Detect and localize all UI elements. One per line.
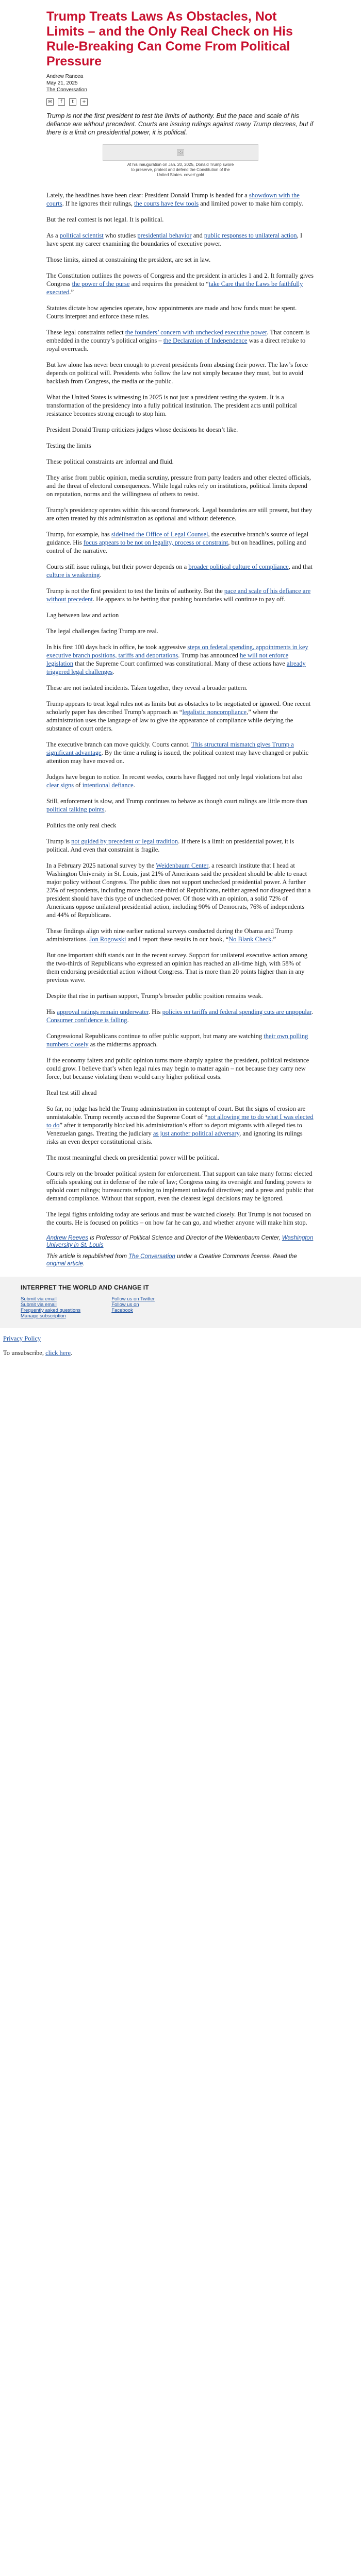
inline-link[interactable]: the founders’ concern with unchecked executive power bbox=[125, 329, 267, 336]
text-run: that the Supreme Court confirmed was constitutional. Many of these actions have bbox=[73, 660, 287, 667]
text-run: and I report these results in our book, “ bbox=[126, 936, 229, 943]
inline-link[interactable]: he will not enforce legislation bbox=[46, 652, 289, 667]
inline-link[interactable]: their own polling numbers closely bbox=[46, 1032, 308, 1048]
article-paragraph bbox=[46, 821, 315, 829]
article-paragraph bbox=[46, 457, 315, 466]
source-link[interactable]: The Conversation bbox=[46, 87, 87, 93]
text-run: of bbox=[74, 782, 83, 789]
author-signature bbox=[46, 1234, 315, 1249]
inline-link[interactable]: Andrew Reeves bbox=[46, 1235, 89, 1241]
inline-link[interactable]: broader political culture of compliance bbox=[188, 563, 289, 570]
text-run: Trump is bbox=[46, 838, 72, 845]
inline-link[interactable]: showdown with the courts bbox=[46, 192, 300, 207]
byline bbox=[46, 73, 315, 93]
text-run: . If he ignores their rulings, bbox=[62, 200, 135, 207]
text-run: ” after it temporarily blocked his administration’s effort to deport migrants with alleged ties to Venezuelan gangs. Treating the judiciary bbox=[46, 1122, 302, 1137]
text-run: Testing the limits bbox=[46, 442, 91, 449]
article-paragraph bbox=[46, 1210, 315, 1227]
article-paragraph bbox=[46, 587, 315, 603]
inline-link[interactable]: intentional defiance bbox=[82, 782, 134, 789]
text-run: under a Creative Commons license. Read the bbox=[175, 1253, 297, 1260]
text-run: But one important shift stands out in the recent survey. Support for unilateral executive action among the two-thirds of Republicans who expressed an opinion has reached an all-time high, with 58% of them endorsing presidential action without Congress. That is more than 20 points higher than in any previous wave. bbox=[46, 952, 308, 984]
text-run: Lag between law and action bbox=[46, 612, 119, 619]
text-run: . He appears to be betting that pushing boundaries will continue to pay off. bbox=[92, 596, 286, 603]
text-run: But the real contest is not legal. It is political. bbox=[46, 216, 164, 223]
inline-link[interactable]: clear signs bbox=[46, 782, 74, 789]
text-run: Trump’s presidency operates within this second framework. Legal boundaries are still present, but they are often treated by this administration as optional and without deference. bbox=[46, 506, 313, 522]
inline-link[interactable]: the courts have few tools bbox=[134, 200, 199, 207]
text-run: His bbox=[46, 1008, 57, 1015]
inline-link[interactable]: sidelined the Office of Legal Counsel bbox=[111, 531, 208, 538]
text-run: Courts rely on the broader political system for enforcement. That support can take many forms: elected officials speaking out in defense of the rule of law; Congress using its oversight and funding powers to uphold court rulings; bureaucrats refusing to implement unlawful directives; and a press and public that demand compliance. Without that support, even the clearest legal decisions may be ignored. bbox=[46, 1170, 314, 1202]
text-run: . bbox=[104, 806, 106, 813]
unsubscribe-suffix: . bbox=[71, 1349, 73, 1357]
inline-link[interactable]: public responses to unilateral action bbox=[204, 232, 297, 239]
text-run: .” bbox=[271, 936, 276, 943]
privacy-policy-link[interactable]: Privacy Policy bbox=[3, 1335, 41, 1342]
article-paragraph bbox=[46, 611, 315, 619]
newsletter-footer bbox=[0, 1277, 361, 1328]
text-run: as the midterms approach. bbox=[88, 1041, 158, 1048]
article-paragraph bbox=[46, 272, 315, 296]
article-paragraph bbox=[46, 328, 315, 353]
text-run: So far, no judge has held the Trump administration in contempt of court. But the signs of erosion are unmistakable. Trump recently accused the Supreme Court of “ bbox=[46, 1105, 306, 1121]
text-run: Those limits, aimed at constraining the president, are set in law. bbox=[46, 256, 211, 263]
inline-link[interactable]: not guided by precedent or legal tradition bbox=[71, 838, 178, 845]
inline-link[interactable]: as just another political adversary bbox=[153, 1130, 240, 1137]
article-paragraph bbox=[46, 837, 315, 854]
photo-caption: At his inauguration on Jan. 20, 2025, Donald Trump swore to preserve, protect and defend the Constitution of the United States. cover/ gold bbox=[127, 162, 234, 177]
article-paragraph bbox=[46, 1105, 315, 1146]
text-run: The legal challenges facing Trump are real. bbox=[46, 628, 158, 635]
footer-title: INTERPRET THE WORLD AND CHANGE IT bbox=[21, 1284, 149, 1291]
text-run: . bbox=[133, 782, 135, 789]
text-run: Still, enforcement is slow, and Trump continues to behave as though court rulings are little more than bbox=[46, 798, 308, 805]
article-paragraph bbox=[46, 304, 315, 320]
footer-link[interactable]: Submit via email bbox=[21, 1296, 57, 1302]
text-run: . If there is a limit on presidential power, it is political. And even that constraint is fragile. bbox=[46, 838, 294, 853]
article-paragraph bbox=[46, 1170, 315, 1202]
unsubscribe-line bbox=[3, 1349, 361, 1357]
inline-link[interactable]: legalistic noncompliance bbox=[182, 708, 247, 716]
text-run: . Trump has announced bbox=[178, 652, 240, 659]
text-run: . bbox=[127, 1016, 129, 1024]
inline-link[interactable]: already triggered legal challenges bbox=[46, 660, 306, 675]
inline-link[interactable]: take Care that the Laws be faithfully executed bbox=[46, 280, 303, 296]
inline-link[interactable]: the Declaration of Independence bbox=[163, 337, 248, 344]
text-run: . That concern is embedded in the country’s political origins – bbox=[46, 329, 310, 344]
text-run: Courts still issue rulings, but their power depends on a bbox=[46, 563, 189, 570]
text-run: ,” where the administration uses the language of law to give the appearance of compliance while defying the substance of court orders. bbox=[46, 708, 293, 732]
text-run: , and ignoring its rulings risks an even deeper constitutional crisis. bbox=[46, 1130, 303, 1145]
text-run: is Professor of Political Science and Director of the Weidenbaum Center, bbox=[88, 1235, 282, 1241]
inline-link[interactable]: Consumer confidence is falling bbox=[46, 1016, 127, 1024]
inline-link[interactable]: presidential behavior bbox=[137, 232, 192, 239]
article-paragraph bbox=[46, 256, 315, 264]
article-paragraph bbox=[46, 506, 315, 522]
footer-col-1 bbox=[21, 1296, 80, 1319]
text-run: , a research institute that I head at Washington University in St. Louis, just 21% of Americans said the president should be able to enact major policy without Congress. The public does not support unchecked presidential power. A further 23% of respondents, including more than one-third of Republicans, neither agreed nor disagreed that a president should have this type of unchecked power. Of those with an opinion, a solid 72% of Americans oppose unilateral presidential action, including 90% of Democrats, 76% of independents and 44% of Republicans. bbox=[46, 862, 311, 919]
article-paragraph bbox=[46, 563, 315, 579]
footer-link[interactable]: Manage subscription bbox=[21, 1313, 66, 1319]
inline-link[interactable]: not allowing me to do what I was elected to do bbox=[46, 1113, 314, 1129]
text-run: They arise from public opinion, media scrutiny, pressure from party leaders and other elected officials, and the threat of electoral consequences. While legal rules rely on institutions, political limits depend on reputation, norms and the willingness of others to resist. bbox=[46, 474, 311, 498]
article-paragraph bbox=[46, 643, 315, 676]
article-paragraph bbox=[46, 951, 315, 984]
inline-link[interactable]: original article bbox=[46, 1261, 83, 1267]
text-run: What the United States is witnessing in 2025 is not just a president testing the system. It is a transformation of the presidency into a fully political institution. The president acts until political resistance becomes strong enough to stop him. bbox=[46, 394, 297, 417]
text-run: These are not isolated incidents. Taken together, they reveal a broader pattern. bbox=[46, 684, 248, 691]
publish-date: May 21, 2025 bbox=[46, 80, 78, 86]
text-run: The legal fights unfolding today are serious and must be watched closely. But Trump is not focused on the courts. He is focused on politics – on how far he can go, and whether anyone will make him stop. bbox=[46, 1211, 311, 1226]
article-paragraph bbox=[46, 361, 315, 385]
inline-link[interactable]: approval ratings remain underwater bbox=[57, 1008, 149, 1015]
article-paragraph bbox=[46, 1154, 315, 1162]
text-run: Trump appears to treat legal rules not as limits but as obstacles to be negotiated or ignored. One recent scholarly paper has described Trump’s approach as “ bbox=[46, 700, 311, 716]
text-run: . bbox=[83, 1261, 85, 1267]
text-run: This article is republished from bbox=[46, 1253, 129, 1260]
text-run: Congressional Republicans continue to offer public support, but many are watching bbox=[46, 1032, 264, 1040]
article-photo bbox=[103, 144, 258, 161]
inline-link[interactable]: political talking points bbox=[46, 806, 105, 813]
article-paragraph bbox=[46, 442, 315, 450]
article-paragraph bbox=[46, 797, 315, 814]
text-run: . bbox=[311, 1008, 314, 1015]
inline-link[interactable]: Jon Rogowski bbox=[89, 936, 126, 943]
text-run: Real test still ahead bbox=[46, 1089, 97, 1096]
text-run: The most meaningful check on presidential power will be political. bbox=[46, 1154, 220, 1161]
footer-col-2 bbox=[111, 1296, 155, 1319]
article-paragraph bbox=[46, 231, 315, 248]
share-icon[interactable]: + bbox=[80, 98, 88, 106]
text-run: The Constitution outlines the powers of Congress and the president in articles 1 and 2. It formally gives Congress bbox=[46, 272, 314, 287]
inline-link[interactable]: No Blank Check bbox=[228, 936, 272, 943]
article-paragraph bbox=[46, 927, 315, 943]
republish-notice bbox=[46, 1253, 315, 1267]
text-run: who studies bbox=[103, 232, 138, 239]
inline-link[interactable]: steps on federal spending, appointments in key executive branch positions, tariffs and deportations bbox=[46, 643, 308, 659]
footer-link[interactable]: Submit via email bbox=[21, 1302, 57, 1308]
text-run: The executive branch can move quickly. Courts cannot. bbox=[46, 741, 191, 748]
article-paragraph bbox=[46, 191, 315, 208]
facebook-icon[interactable]: f bbox=[58, 98, 65, 106]
author-name: Andrew Rancea bbox=[46, 74, 84, 79]
article-paragraph bbox=[46, 473, 315, 498]
text-run: Lately, the headlines have been clear: President Donald Trump is headed for a bbox=[46, 192, 249, 199]
text-run: and requires the president to “ bbox=[129, 280, 209, 287]
text-run: . By the time a ruling is issued, the political context may have changed or public attention may have moved on. bbox=[46, 749, 309, 765]
text-run: , and that bbox=[288, 563, 313, 570]
text-run: , but on headlines, polling and control of the narrative. bbox=[46, 539, 306, 554]
footer-link[interactable]: Follow us on bbox=[111, 1302, 139, 1308]
text-run: , the executive branch’s source of legal guidance. His bbox=[46, 531, 309, 546]
text-run: Trump, for example, has bbox=[46, 531, 111, 538]
inline-link[interactable]: Weidenbaum Center bbox=[156, 862, 208, 869]
article-paragraph bbox=[46, 426, 315, 434]
text-run: , I have spent my career examining the boundaries of executive power. bbox=[46, 232, 303, 247]
text-run: These political constraints are informal and fluid. bbox=[46, 458, 174, 465]
text-run: President Donald Trump criticizes judges whose decisions he doesn’t like. bbox=[46, 426, 238, 433]
inline-link[interactable]: political scientist bbox=[59, 232, 104, 239]
article bbox=[46, 0, 315, 1267]
text-run: and limited power to make him comply. bbox=[199, 200, 303, 207]
article-paragraph bbox=[46, 530, 315, 555]
twitter-icon[interactable]: t bbox=[69, 98, 76, 106]
article-paragraph bbox=[46, 740, 315, 765]
text-run: These findings align with nine earlier national surveys conducted during the Obama and Trump administrations. bbox=[46, 927, 293, 943]
article-body bbox=[46, 191, 315, 1227]
article-paragraph bbox=[46, 215, 315, 224]
bottom-links bbox=[0, 1328, 361, 1357]
article-paragraph bbox=[46, 684, 315, 692]
text-run: and bbox=[191, 232, 204, 239]
inline-link[interactable]: Washington University in St. Louis bbox=[46, 1235, 314, 1248]
article-lead: Trump is not the first president to test the limits of authority. But the pace and scale of his defiance are without precedent. Courts are issuing rulings against many Trump decrees, but if there is a limit on presidential power, it is political. bbox=[46, 112, 314, 136]
unsubscribe-prefix: To unsubscribe, bbox=[3, 1349, 46, 1357]
article-paragraph bbox=[46, 1056, 315, 1081]
email-icon[interactable]: ✉ bbox=[46, 98, 54, 106]
footer-link[interactable]: Facebook bbox=[111, 1308, 133, 1313]
text-run: . bbox=[112, 668, 114, 675]
text-run: was a direct rebuke to royal overreach. bbox=[46, 337, 306, 352]
text-run: If the economy falters and public opinion turns more sharply against the president, political resistance could grow. I believe that’s when legal rules may begin to matter again – not because they carry new force, but because violating them would carry higher political costs. bbox=[46, 1057, 309, 1080]
text-run: . His bbox=[148, 1008, 162, 1015]
article-headline: Trump Treats Laws As Obstacles, Not Limits – and the Only Real Check on His Rule-Breaking Can Come From Political Pressure bbox=[46, 9, 293, 69]
article-paragraph bbox=[46, 1089, 315, 1097]
inline-link[interactable]: culture is weakening bbox=[46, 571, 100, 579]
text-run: As a bbox=[46, 232, 60, 239]
text-run: . bbox=[100, 571, 102, 579]
footer-link[interactable]: Frequently asked questions bbox=[21, 1308, 81, 1313]
unsubscribe-link[interactable]: click here bbox=[45, 1349, 71, 1357]
inline-link[interactable]: pace and scale of his defiance are without precedent bbox=[46, 587, 311, 603]
text-run: These legal constraints reflect bbox=[46, 329, 125, 336]
share-bar bbox=[46, 98, 315, 106]
inline-link[interactable]: the power of the purse bbox=[72, 280, 130, 287]
text-run: Statutes dictate how agencies operate, how appointments are made and how funds must be spent. Courts interpret and enforce these rules. bbox=[46, 304, 297, 320]
photo-placeholder-icon: 🖼 bbox=[176, 149, 185, 156]
inline-link[interactable]: The Conversation bbox=[128, 1253, 175, 1260]
text-run: In his first 100 days back in office, he took aggressive bbox=[46, 643, 188, 651]
article-paragraph bbox=[46, 861, 315, 919]
inline-link[interactable]: focus appears to be not on legality, process or constraint bbox=[83, 539, 228, 546]
text-run: .” bbox=[69, 289, 74, 296]
text-run: Politics the only real check bbox=[46, 822, 117, 829]
inline-link[interactable]: policies on tariffs and federal spending cuts are unpopular bbox=[162, 1008, 311, 1015]
article-paragraph bbox=[46, 627, 315, 635]
text-run: Trump is not the first president to test the limits of authority. But the bbox=[46, 587, 224, 595]
article-paragraph bbox=[46, 773, 315, 789]
text-run: In a February 2025 national survey by the bbox=[46, 862, 156, 869]
article-paragraph bbox=[46, 992, 315, 1000]
footer-link[interactable]: Follow us on Twitter bbox=[111, 1296, 155, 1302]
article-paragraph bbox=[46, 700, 315, 733]
text-run: Judges have begun to notice. In recent weeks, courts have flagged not only legal violations but also bbox=[46, 773, 303, 781]
article-paragraph bbox=[46, 1008, 315, 1024]
article-paragraph bbox=[46, 1032, 315, 1048]
article-paragraph bbox=[46, 393, 315, 418]
article-figure bbox=[46, 144, 315, 178]
inline-link[interactable]: This structural mismatch gives Trump a significant advantage bbox=[46, 741, 294, 756]
text-run: Despite that rise in partisan support, Trump’s broader public position remains weak. bbox=[46, 992, 263, 999]
text-run: But law alone has never been enough to prevent presidents from abusing their power. The law’s force depends on political will. Presidents who follow the law not simply because they must, but to avoid backlash from Congress, the media or the public. bbox=[46, 361, 308, 385]
